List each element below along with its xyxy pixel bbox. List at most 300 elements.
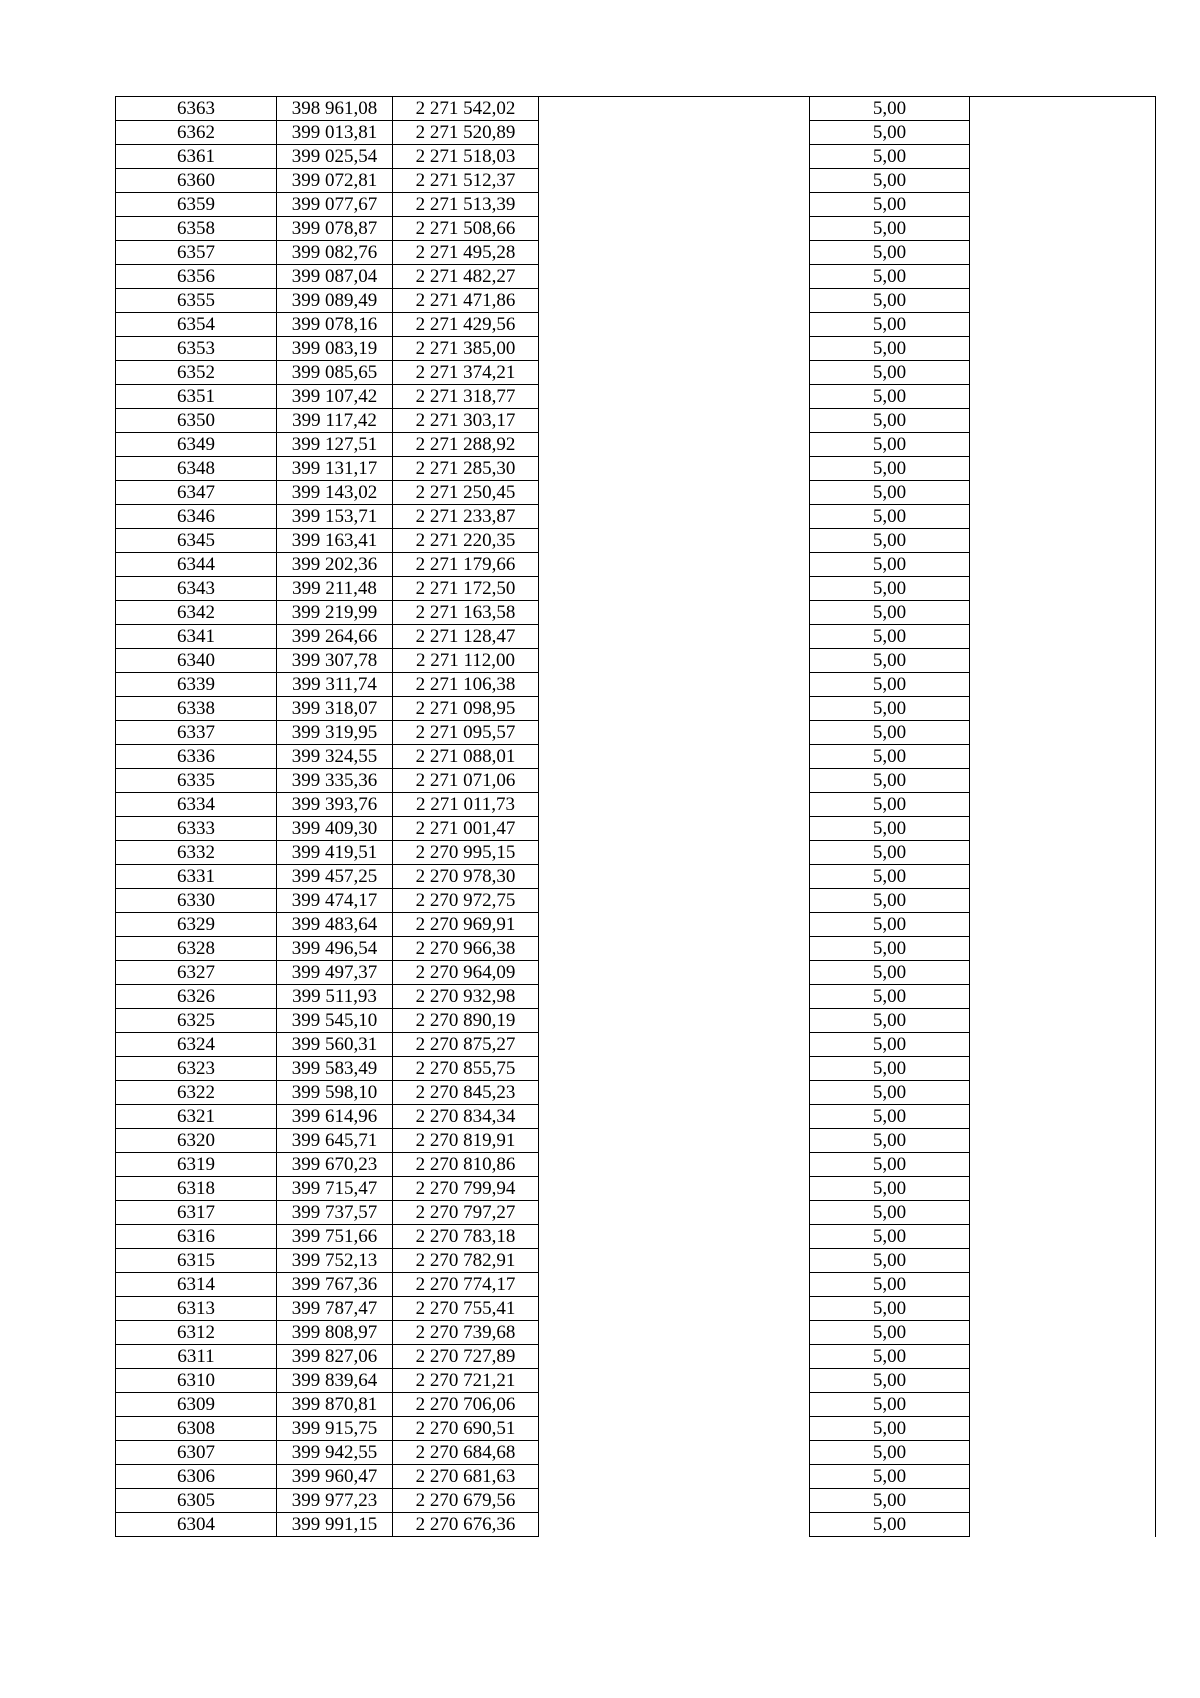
- table-row: [116, 529, 1156, 553]
- point-number-cell: 6349: [116, 433, 277, 457]
- x-coordinate-cell: 399 915,75: [277, 1417, 393, 1441]
- y-coordinate-cell: 2 270 706,06: [393, 1393, 539, 1417]
- value-cell: 5,00: [810, 1417, 970, 1441]
- y-coordinate-cell: 2 271 495,28: [393, 241, 539, 265]
- blank-cell: [539, 1345, 810, 1369]
- point-number-cell: 6304: [116, 1513, 277, 1537]
- y-coordinate-cell: 2 270 679,56: [393, 1489, 539, 1513]
- x-coordinate-cell: 399 072,81: [277, 169, 393, 193]
- x-coordinate-cell: 399 991,15: [277, 1513, 393, 1537]
- point-number-cell: 6316: [116, 1225, 277, 1249]
- y-coordinate-cell: 2 270 739,68: [393, 1321, 539, 1345]
- blank-cell: [539, 1177, 810, 1201]
- y-coordinate-cell: 2 270 819,91: [393, 1129, 539, 1153]
- blank-tail-cell: [970, 97, 1156, 121]
- table-row: [116, 457, 1156, 481]
- y-coordinate-cell: 2 270 782,91: [393, 1249, 539, 1273]
- point-number-cell: 6352: [116, 361, 277, 385]
- value-cell: 5,00: [810, 793, 970, 817]
- blank-tail-cell: [970, 265, 1156, 289]
- value-cell: 5,00: [810, 1153, 970, 1177]
- y-coordinate-cell: 2 270 875,27: [393, 1033, 539, 1057]
- blank-cell: [539, 361, 810, 385]
- blank-tail-cell: [970, 793, 1156, 817]
- point-number-cell: 6361: [116, 145, 277, 169]
- table-row: [116, 793, 1156, 817]
- blank-tail-cell: [970, 577, 1156, 601]
- point-number-cell: 6350: [116, 409, 277, 433]
- x-coordinate-cell: 399 419,51: [277, 841, 393, 865]
- point-number-cell: 6334: [116, 793, 277, 817]
- x-coordinate-cell: 399 645,71: [277, 1129, 393, 1153]
- blank-cell: [539, 1393, 810, 1417]
- table-row: [116, 577, 1156, 601]
- y-coordinate-cell: 2 270 755,41: [393, 1297, 539, 1321]
- table-row: [116, 1105, 1156, 1129]
- table-row: [116, 217, 1156, 241]
- x-coordinate-cell: 399 393,76: [277, 793, 393, 817]
- blank-cell: [539, 217, 810, 241]
- blank-tail-cell: [970, 289, 1156, 313]
- blank-cell: [539, 169, 810, 193]
- blank-tail-cell: [970, 937, 1156, 961]
- value-cell: 5,00: [810, 913, 970, 937]
- table-row: [116, 865, 1156, 889]
- point-number-cell: 6344: [116, 553, 277, 577]
- blank-tail-cell: [970, 769, 1156, 793]
- value-cell: 5,00: [810, 529, 970, 553]
- table-row: [116, 1393, 1156, 1417]
- blank-cell: [539, 937, 810, 961]
- y-coordinate-cell: 2 271 429,56: [393, 313, 539, 337]
- table-row: [116, 409, 1156, 433]
- x-coordinate-cell: 399 839,64: [277, 1369, 393, 1393]
- blank-tail-cell: [970, 457, 1156, 481]
- blank-cell: [539, 769, 810, 793]
- blank-cell: [539, 625, 810, 649]
- table-row: [116, 1321, 1156, 1345]
- x-coordinate-cell: 399 511,93: [277, 985, 393, 1009]
- value-cell: 5,00: [810, 457, 970, 481]
- table-row: [116, 1273, 1156, 1297]
- value-cell: 5,00: [810, 1513, 970, 1537]
- x-coordinate-cell: 399 307,78: [277, 649, 393, 673]
- y-coordinate-cell: 2 271 288,92: [393, 433, 539, 457]
- blank-cell: [539, 1033, 810, 1057]
- table-row: [116, 1225, 1156, 1249]
- y-coordinate-cell: 2 271 471,86: [393, 289, 539, 313]
- point-number-cell: 6331: [116, 865, 277, 889]
- x-coordinate-cell: 399 077,67: [277, 193, 393, 217]
- point-number-cell: 6345: [116, 529, 277, 553]
- table-row: [116, 1057, 1156, 1081]
- table-row: [116, 625, 1156, 649]
- coordinates-table: [115, 96, 1156, 1537]
- x-coordinate-cell: 399 078,87: [277, 217, 393, 241]
- table-row: [116, 289, 1156, 313]
- value-cell: 5,00: [810, 961, 970, 985]
- blank-tail-cell: [970, 1225, 1156, 1249]
- point-number-cell: 6318: [116, 1177, 277, 1201]
- x-coordinate-cell: 399 942,55: [277, 1441, 393, 1465]
- blank-cell: [539, 553, 810, 577]
- point-number-cell: 6311: [116, 1345, 277, 1369]
- blank-cell: [539, 1153, 810, 1177]
- table-row: [116, 169, 1156, 193]
- table-row: [116, 361, 1156, 385]
- value-cell: 5,00: [810, 1465, 970, 1489]
- x-coordinate-cell: 399 324,55: [277, 745, 393, 769]
- table-row: [116, 1465, 1156, 1489]
- blank-cell: [539, 985, 810, 1009]
- x-coordinate-cell: 399 163,41: [277, 529, 393, 553]
- x-coordinate-cell: 398 961,08: [277, 97, 393, 121]
- point-number-cell: 6357: [116, 241, 277, 265]
- x-coordinate-cell: 399 143,02: [277, 481, 393, 505]
- point-number-cell: 6323: [116, 1057, 277, 1081]
- value-cell: 5,00: [810, 625, 970, 649]
- blank-cell: [539, 1081, 810, 1105]
- value-cell: 5,00: [810, 1129, 970, 1153]
- x-coordinate-cell: 399 264,66: [277, 625, 393, 649]
- blank-tail-cell: [970, 745, 1156, 769]
- table-row: [116, 913, 1156, 937]
- table-row: [116, 433, 1156, 457]
- x-coordinate-cell: 399 870,81: [277, 1393, 393, 1417]
- x-coordinate-cell: 399 131,17: [277, 457, 393, 481]
- blank-cell: [539, 1009, 810, 1033]
- blank-tail-cell: [970, 673, 1156, 697]
- value-cell: 5,00: [810, 385, 970, 409]
- y-coordinate-cell: 2 271 482,27: [393, 265, 539, 289]
- blank-tail-cell: [970, 1129, 1156, 1153]
- x-coordinate-cell: 399 583,49: [277, 1057, 393, 1081]
- y-coordinate-cell: 2 271 001,47: [393, 817, 539, 841]
- blank-cell: [539, 457, 810, 481]
- x-coordinate-cell: 399 767,36: [277, 1273, 393, 1297]
- blank-cell: [539, 841, 810, 865]
- blank-tail-cell: [970, 1345, 1156, 1369]
- point-number-cell: 6320: [116, 1129, 277, 1153]
- blank-tail-cell: [970, 169, 1156, 193]
- table-row: [116, 1249, 1156, 1273]
- blank-tail-cell: [970, 1321, 1156, 1345]
- value-cell: 5,00: [810, 505, 970, 529]
- blank-cell: [539, 145, 810, 169]
- value-cell: 5,00: [810, 361, 970, 385]
- blank-tail-cell: [970, 1273, 1156, 1297]
- value-cell: 5,00: [810, 1201, 970, 1225]
- table-row: [116, 1489, 1156, 1513]
- blank-tail-cell: [970, 721, 1156, 745]
- value-cell: 5,00: [810, 841, 970, 865]
- value-cell: 5,00: [810, 1057, 970, 1081]
- table-row: [116, 961, 1156, 985]
- y-coordinate-cell: 2 270 969,91: [393, 913, 539, 937]
- blank-cell: [539, 241, 810, 265]
- value-cell: 5,00: [810, 337, 970, 361]
- x-coordinate-cell: 399 083,19: [277, 337, 393, 361]
- y-coordinate-cell: 2 271 518,03: [393, 145, 539, 169]
- y-coordinate-cell: 2 271 106,38: [393, 673, 539, 697]
- x-coordinate-cell: 399 737,57: [277, 1201, 393, 1225]
- x-coordinate-cell: 399 078,16: [277, 313, 393, 337]
- y-coordinate-cell: 2 270 721,21: [393, 1369, 539, 1393]
- point-number-cell: 6359: [116, 193, 277, 217]
- y-coordinate-cell: 2 270 964,09: [393, 961, 539, 985]
- table-row: [116, 1201, 1156, 1225]
- x-coordinate-cell: 399 219,99: [277, 601, 393, 625]
- y-coordinate-cell: 2 270 978,30: [393, 865, 539, 889]
- blank-cell: [539, 1297, 810, 1321]
- point-number-cell: 6360: [116, 169, 277, 193]
- table-row: [116, 1297, 1156, 1321]
- blank-tail-cell: [970, 1393, 1156, 1417]
- value-cell: 5,00: [810, 433, 970, 457]
- blank-cell: [539, 577, 810, 601]
- y-coordinate-cell: 2 270 797,27: [393, 1201, 539, 1225]
- table-row: [116, 505, 1156, 529]
- table-row: [116, 745, 1156, 769]
- table-row: [116, 553, 1156, 577]
- value-cell: 5,00: [810, 241, 970, 265]
- table-row: [116, 1345, 1156, 1369]
- x-coordinate-cell: 399 474,17: [277, 889, 393, 913]
- y-coordinate-cell: 2 270 995,15: [393, 841, 539, 865]
- y-coordinate-cell: 2 270 681,63: [393, 1465, 539, 1489]
- x-coordinate-cell: 399 117,42: [277, 409, 393, 433]
- point-number-cell: 6315: [116, 1249, 277, 1273]
- x-coordinate-cell: 399 409,30: [277, 817, 393, 841]
- table-row: [116, 649, 1156, 673]
- y-coordinate-cell: 2 270 727,89: [393, 1345, 539, 1369]
- y-coordinate-cell: 2 270 845,23: [393, 1081, 539, 1105]
- y-coordinate-cell: 2 271 098,95: [393, 697, 539, 721]
- x-coordinate-cell: 399 545,10: [277, 1009, 393, 1033]
- point-number-cell: 6358: [116, 217, 277, 241]
- y-coordinate-cell: 2 271 011,73: [393, 793, 539, 817]
- blank-tail-cell: [970, 649, 1156, 673]
- y-coordinate-cell: 2 271 112,00: [393, 649, 539, 673]
- blank-cell: [539, 1225, 810, 1249]
- y-coordinate-cell: 2 271 233,87: [393, 505, 539, 529]
- value-cell: 5,00: [810, 889, 970, 913]
- blank-tail-cell: [970, 913, 1156, 937]
- table-row: [116, 1441, 1156, 1465]
- value-cell: 5,00: [810, 721, 970, 745]
- blank-tail-cell: [970, 1297, 1156, 1321]
- blank-cell: [539, 649, 810, 673]
- blank-cell: [539, 1249, 810, 1273]
- x-coordinate-cell: 399 787,47: [277, 1297, 393, 1321]
- blank-cell: [539, 817, 810, 841]
- value-cell: 5,00: [810, 1369, 970, 1393]
- table-row: [116, 241, 1156, 265]
- blank-tail-cell: [970, 241, 1156, 265]
- value-cell: 5,00: [810, 1393, 970, 1417]
- y-coordinate-cell: 2 270 690,51: [393, 1417, 539, 1441]
- value-cell: 5,00: [810, 1489, 970, 1513]
- table-row: [116, 97, 1156, 121]
- blank-tail-cell: [970, 1105, 1156, 1129]
- value-cell: 5,00: [810, 409, 970, 433]
- value-cell: 5,00: [810, 97, 970, 121]
- blank-tail-cell: [970, 1249, 1156, 1273]
- y-coordinate-cell: 2 270 834,34: [393, 1105, 539, 1129]
- x-coordinate-cell: 399 082,76: [277, 241, 393, 265]
- y-coordinate-cell: 2 271 179,66: [393, 553, 539, 577]
- y-coordinate-cell: 2 271 385,00: [393, 337, 539, 361]
- point-number-cell: 6322: [116, 1081, 277, 1105]
- blank-cell: [539, 193, 810, 217]
- blank-tail-cell: [970, 889, 1156, 913]
- y-coordinate-cell: 2 270 932,98: [393, 985, 539, 1009]
- x-coordinate-cell: 399 497,37: [277, 961, 393, 985]
- table-row: [116, 601, 1156, 625]
- x-coordinate-cell: 399 211,48: [277, 577, 393, 601]
- blank-tail-cell: [970, 337, 1156, 361]
- table-row: [116, 481, 1156, 505]
- blank-cell: [539, 1321, 810, 1345]
- y-coordinate-cell: 2 271 095,57: [393, 721, 539, 745]
- point-number-cell: 6306: [116, 1465, 277, 1489]
- blank-cell: [539, 913, 810, 937]
- y-coordinate-cell: 2 270 684,68: [393, 1441, 539, 1465]
- blank-cell: [539, 1417, 810, 1441]
- table-row: [116, 937, 1156, 961]
- blank-cell: [539, 409, 810, 433]
- value-cell: 5,00: [810, 1225, 970, 1249]
- x-coordinate-cell: 399 808,97: [277, 1321, 393, 1345]
- point-number-cell: 6340: [116, 649, 277, 673]
- blank-cell: [539, 745, 810, 769]
- x-coordinate-cell: 399 335,36: [277, 769, 393, 793]
- y-coordinate-cell: 2 270 676,36: [393, 1513, 539, 1537]
- value-cell: 5,00: [810, 1033, 970, 1057]
- point-number-cell: 6314: [116, 1273, 277, 1297]
- blank-tail-cell: [970, 361, 1156, 385]
- point-number-cell: 6309: [116, 1393, 277, 1417]
- table-row: [116, 841, 1156, 865]
- blank-cell: [539, 289, 810, 313]
- y-coordinate-cell: 2 271 542,02: [393, 97, 539, 121]
- value-cell: 5,00: [810, 1081, 970, 1105]
- point-number-cell: 6341: [116, 625, 277, 649]
- blank-cell: [539, 601, 810, 625]
- point-number-cell: 6321: [116, 1105, 277, 1129]
- x-coordinate-cell: 399 087,04: [277, 265, 393, 289]
- point-number-cell: 6337: [116, 721, 277, 745]
- value-cell: 5,00: [810, 697, 970, 721]
- y-coordinate-cell: 2 270 810,86: [393, 1153, 539, 1177]
- blank-cell: [539, 1129, 810, 1153]
- x-coordinate-cell: 399 614,96: [277, 1105, 393, 1129]
- x-coordinate-cell: 399 089,49: [277, 289, 393, 313]
- value-cell: 5,00: [810, 193, 970, 217]
- value-cell: 5,00: [810, 1273, 970, 1297]
- point-number-cell: 6325: [116, 1009, 277, 1033]
- blank-cell: [539, 697, 810, 721]
- blank-cell: [539, 529, 810, 553]
- table-row: [116, 313, 1156, 337]
- y-coordinate-cell: 2 271 128,47: [393, 625, 539, 649]
- point-number-cell: 6339: [116, 673, 277, 697]
- x-coordinate-cell: 399 598,10: [277, 1081, 393, 1105]
- point-number-cell: 6348: [116, 457, 277, 481]
- value-cell: 5,00: [810, 817, 970, 841]
- blank-cell: [539, 433, 810, 457]
- point-number-cell: 6338: [116, 697, 277, 721]
- blank-tail-cell: [970, 1489, 1156, 1513]
- blank-tail-cell: [970, 385, 1156, 409]
- blank-cell: [539, 1489, 810, 1513]
- blank-tail-cell: [970, 121, 1156, 145]
- table-row: [116, 337, 1156, 361]
- blank-tail-cell: [970, 217, 1156, 241]
- blank-cell: [539, 1105, 810, 1129]
- point-number-cell: 6346: [116, 505, 277, 529]
- y-coordinate-cell: 2 271 374,21: [393, 361, 539, 385]
- x-coordinate-cell: 399 560,31: [277, 1033, 393, 1057]
- blank-tail-cell: [970, 433, 1156, 457]
- table-row: [116, 1081, 1156, 1105]
- table-row: [116, 985, 1156, 1009]
- blank-cell: [539, 673, 810, 697]
- x-coordinate-cell: 399 013,81: [277, 121, 393, 145]
- y-coordinate-cell: 2 271 172,50: [393, 577, 539, 601]
- value-cell: 5,00: [810, 1345, 970, 1369]
- point-number-cell: 6312: [116, 1321, 277, 1345]
- y-coordinate-cell: 2 271 250,45: [393, 481, 539, 505]
- point-number-cell: 6328: [116, 937, 277, 961]
- y-coordinate-cell: 2 271 285,30: [393, 457, 539, 481]
- y-coordinate-cell: 2 271 303,17: [393, 409, 539, 433]
- blank-cell: [539, 1057, 810, 1081]
- value-cell: 5,00: [810, 1105, 970, 1129]
- y-coordinate-cell: 2 270 783,18: [393, 1225, 539, 1249]
- table-row: [116, 1153, 1156, 1177]
- x-coordinate-cell: 399 127,51: [277, 433, 393, 457]
- y-coordinate-cell: 2 270 774,17: [393, 1273, 539, 1297]
- blank-cell: [539, 505, 810, 529]
- x-coordinate-cell: 399 670,23: [277, 1153, 393, 1177]
- x-coordinate-cell: 399 751,66: [277, 1225, 393, 1249]
- table-row: [116, 1129, 1156, 1153]
- table-row: [116, 265, 1156, 289]
- point-number-cell: 6355: [116, 289, 277, 313]
- point-number-cell: 6362: [116, 121, 277, 145]
- value-cell: 5,00: [810, 1297, 970, 1321]
- point-number-cell: 6329: [116, 913, 277, 937]
- x-coordinate-cell: 399 085,65: [277, 361, 393, 385]
- blank-cell: [539, 1201, 810, 1225]
- x-coordinate-cell: 399 483,64: [277, 913, 393, 937]
- blank-cell: [539, 961, 810, 985]
- value-cell: 5,00: [810, 169, 970, 193]
- blank-cell: [539, 1465, 810, 1489]
- blank-tail-cell: [970, 481, 1156, 505]
- blank-tail-cell: [970, 409, 1156, 433]
- x-coordinate-cell: 399 977,23: [277, 1489, 393, 1513]
- blank-cell: [539, 1441, 810, 1465]
- y-coordinate-cell: 2 271 513,39: [393, 193, 539, 217]
- value-cell: 5,00: [810, 1441, 970, 1465]
- coordinates-table-body: [116, 97, 1156, 1537]
- blank-tail-cell: [970, 697, 1156, 721]
- value-cell: 5,00: [810, 745, 970, 769]
- x-coordinate-cell: 399 715,47: [277, 1177, 393, 1201]
- table-row: [116, 697, 1156, 721]
